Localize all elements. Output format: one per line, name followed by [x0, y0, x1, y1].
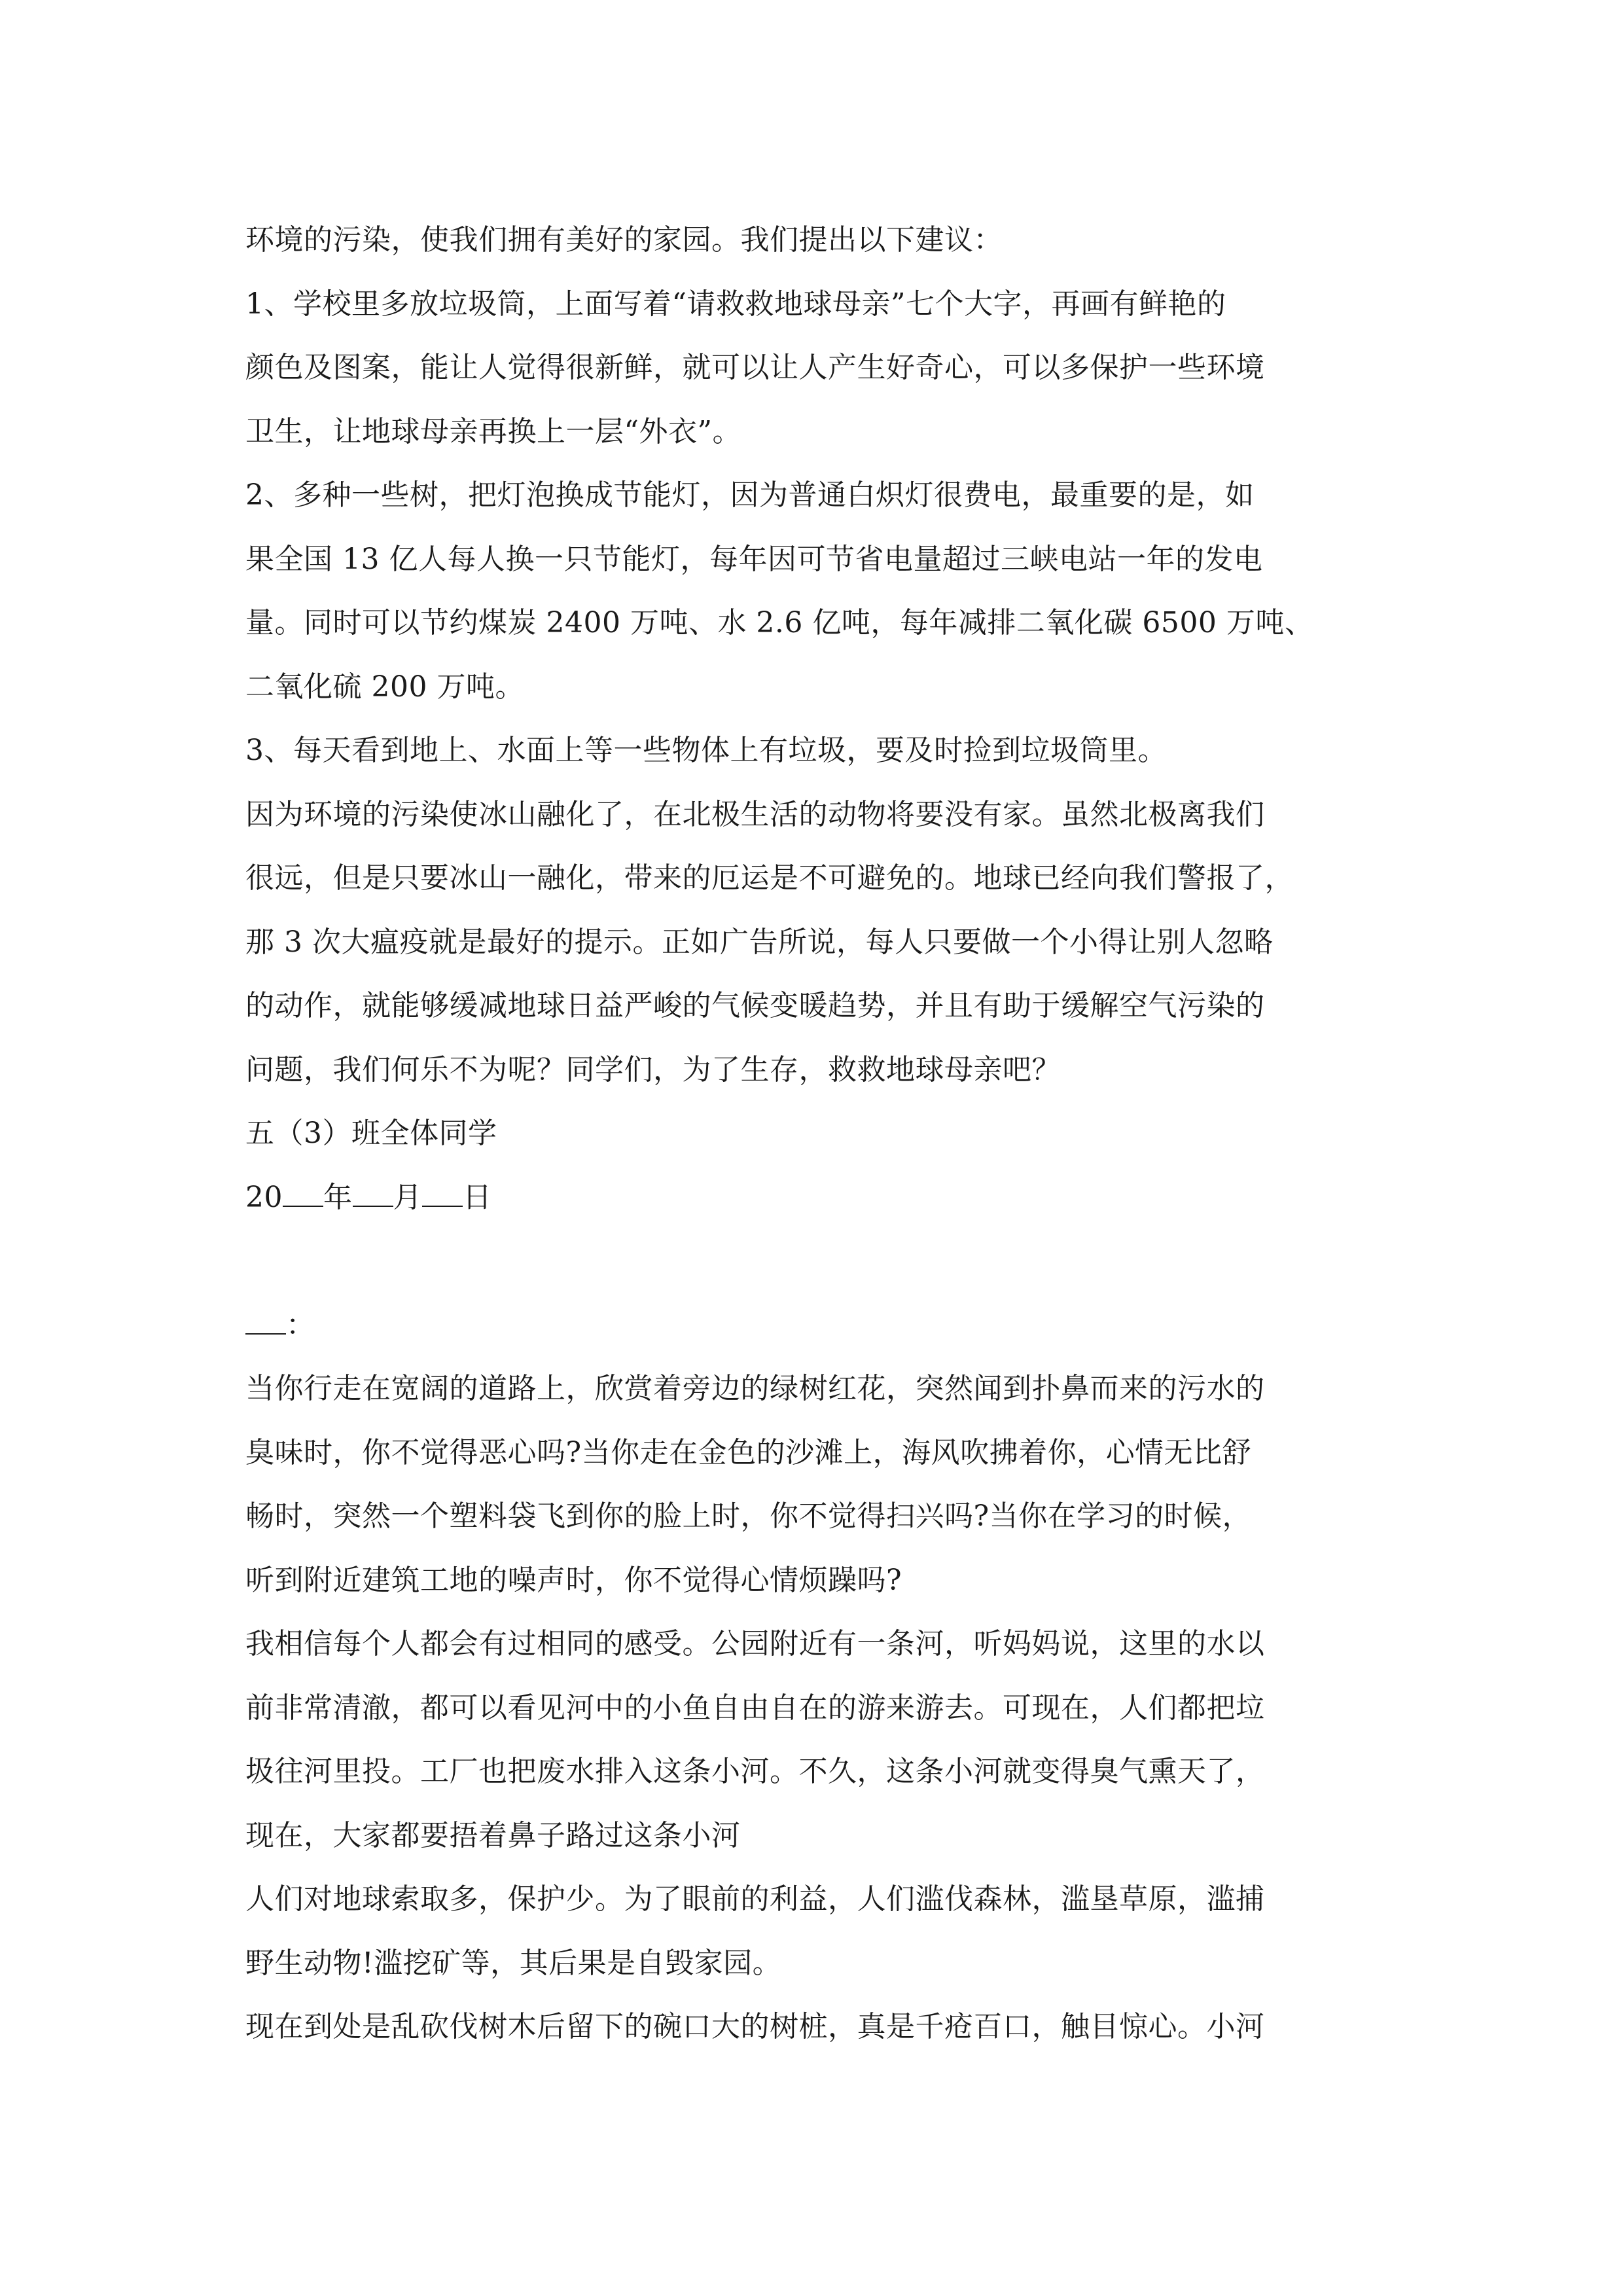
date-year-prefix: 20 [245, 1180, 283, 1214]
paragraph-line: 现在到处是乱砍伐树木后留下的碗口大的树桩，真是千疮百口，触目惊心。小河 [245, 2010, 1265, 2043]
suggestion-2-line: 2、多种一些树，把灯泡换成节能灯，因为普通白炽灯很费电，最重要的是，如 [245, 478, 1255, 512]
paragraph-line: 臭味时，你不觉得恶心吗?当你走在金色的沙滩上，海风吹拂着你，心情无比舒 [245, 1435, 1252, 1469]
paragraph-line: 卫生，让地球母亲再换上一层“外衣”。 [245, 414, 741, 448]
paragraph-line: 野生动物!滥挖矿等，其后果是自毁家园。 [245, 1946, 782, 1980]
paragraph-line: 现在，大家都要捂着鼻子路过这条小河 [245, 1818, 741, 1852]
date-day-label: 日 [463, 1180, 492, 1214]
paragraph-line: 前非常清澈，都可以看见河中的小鱼自由自在的游来游去。可现在，人们都把垃 [245, 1691, 1265, 1725]
paragraph-line: 人们对地球索取多，保护少。为了眼前的利益，人们滥伐森林，滥垦草原，滥捕 [245, 1882, 1265, 1916]
date-month-blank [353, 1179, 393, 1207]
paragraph-line: 问题，我们何乐不为呢？同学们，为了生存，救救地球母亲吧？ [245, 1052, 1061, 1086]
paragraph-line: 听到附近建筑工地的噪声时，你不觉得心情烦躁吗? [245, 1563, 902, 1597]
paragraph-line: 二氧化硫 200 万吨。 [245, 670, 524, 704]
paragraph-line: 的动作，就能够缓减地球日益严峻的气候变暖趋势，并且有助于缓解空气污染的 [245, 989, 1265, 1022]
paragraph-line: 畅时，突然一个塑料袋飞到你的脸上时，你不觉得扫兴吗?当你在学习的时候， [245, 1499, 1252, 1533]
salutation-line [245, 1293, 1391, 1357]
document-body [245, 208, 1391, 2059]
paragraph-line: 量。同时可以节约煤炭 2400 万吨、水 2.6 亿吨，每年减排二氧化碳 6500 万吨、 [245, 606, 1314, 639]
date-year-blank [283, 1179, 323, 1207]
paragraph-line: 果全国 13 亿人每人换一只节能灯，每年因可节省电量超过三峡电站一年的发电 [245, 542, 1263, 576]
paragraph-line: 圾往河里投。工厂也把废水排入这条小河。不久，这条小河就变得臭气熏天了， [245, 1755, 1265, 1788]
paragraph-line: 当你行走在宽阔的道路上，欣赏着旁边的绿树红花，突然闻到扑鼻而来的污水的 [245, 1372, 1265, 1405]
date-year-label: 年 [323, 1180, 353, 1214]
signature-date [245, 1166, 1391, 1230]
salutation-colon: ： [286, 1308, 315, 1342]
paragraph-line: 因为环境的污染使冰山融化了，在北极生活的动物将要没有家。虽然北极离我们 [245, 797, 1265, 831]
paragraph-line: 那 3 次大瘟疫就是最好的提示。正如广告所说，每人只要做一个小得让别人忽略 [245, 925, 1274, 959]
paragraph-line: 很远，但是只要冰山一融化，带来的厄运是不可避免的。地球已经向我们警报了， [245, 861, 1294, 895]
suggestion-3-line: 3、每天看到地上、水面上等一些物体上有垃圾，要及时捡到垃圾筒里。 [245, 734, 1167, 767]
suggestion-1-line: 1、学校里多放垃圾筒，上面写着“请救救地球母亲”七个大字，再画有鲜艳的 [245, 287, 1226, 321]
date-day-blank [422, 1179, 463, 1207]
salutation-blank [245, 1307, 286, 1335]
section-gap [245, 1229, 1391, 1293]
date-month-label: 月 [393, 1180, 422, 1214]
paragraph-line: 颜色及图案，能让人觉得很新鲜，就可以让人产生好奇心，可以多保护一些环境 [245, 351, 1265, 384]
paragraph-line: 我相信每个人都会有过相同的感受。公园附近有一条河，听妈妈说，这里的水以 [245, 1627, 1265, 1660]
signature-author: 五（3）班全体同学 [245, 1117, 497, 1150]
paragraph-line: 环境的污染，使我们拥有美好的家园。我们提出以下建议： [245, 223, 1003, 257]
